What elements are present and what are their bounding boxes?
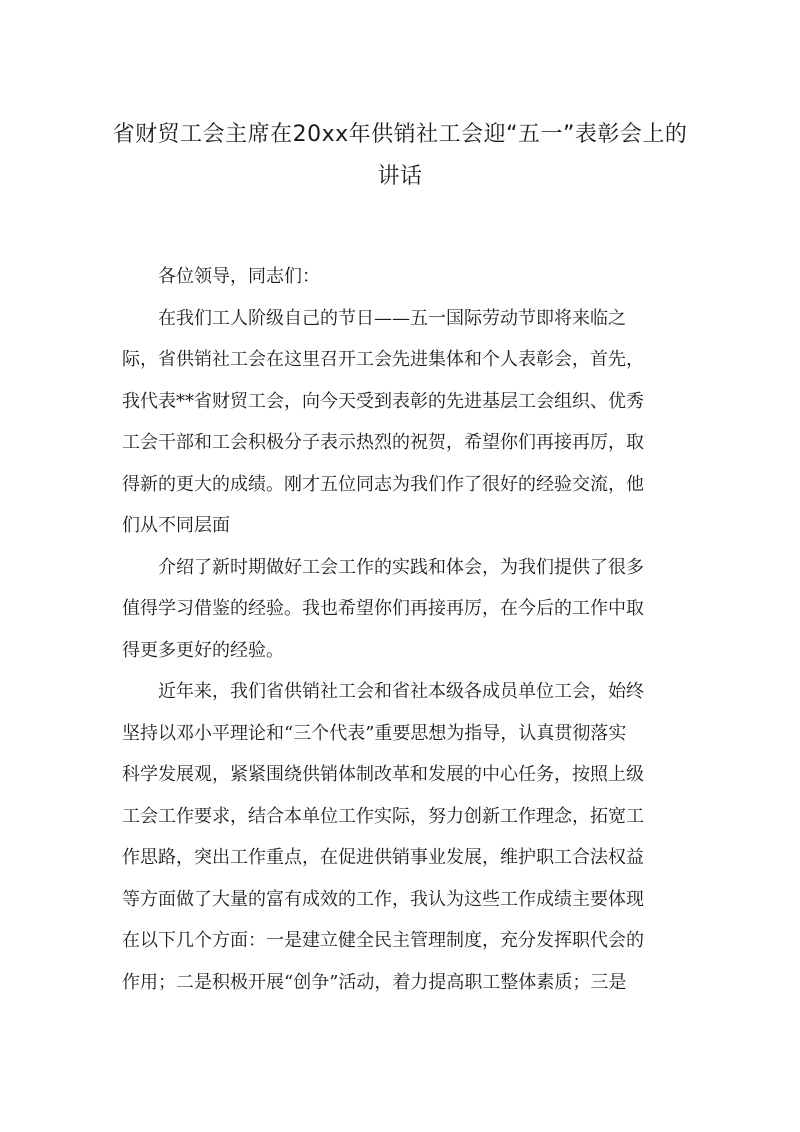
paragraph-line: 工会干部和工会积极分子表示热烈的祝贺，希望你们再接再厉，取 xyxy=(122,432,644,453)
title-line: 讲话 xyxy=(377,163,423,189)
paragraph-line: 值得学习借鉴的经验。我也希望你们再接再厉，在今后的工作中取 xyxy=(122,598,644,619)
paragraph-line: 等方面做了大量的富有成效的工作，我认为这些工作成绩主要体现 xyxy=(122,888,644,910)
paragraph-line: 际，省供销社工会在这里召开工会先进集体和个人表彰会，首先， xyxy=(122,349,644,370)
paragraph-line: 我代表**省财贸工会，向今天受到表彰的先进基层工会组织、优秀 xyxy=(122,390,644,412)
paragraph-2 xyxy=(122,547,682,672)
paragraph-line: 工会工作要求，结合本单位工作实际，努力创新工作理念，拓宽工 xyxy=(122,805,644,827)
paragraph-line: 介绍了新时期做好工会工作的实践和体会，为我们提供了很多 xyxy=(158,556,644,578)
title-line: 省财贸工会主席在20xx年供销社工会迎“五一”表彰会上的 xyxy=(112,122,688,147)
paragraph-line: 作思路，突出工作重点，在促进供销事业发展，维护职工合法权益 xyxy=(122,847,644,868)
paragraph-line: 得新的更大的成绩。刚才五位同志为我们作了很好的经验交流，他 xyxy=(122,473,644,495)
paragraph-line: 得更多更好的经验。 xyxy=(122,639,284,661)
paragraph-line: 作用；二是积极开展“创争”活动，着力提高职工整体素质；三是 xyxy=(122,971,627,993)
paragraph-line: 在以下几个方面：一是建立健全民主管理制度，充分发挥职代会的 xyxy=(122,930,644,951)
salutation: 各位领导，同志们： xyxy=(158,266,320,287)
paragraph-line: 近年来，我们省供销社工会和省社本级各成员单位工会，始终 xyxy=(158,681,644,702)
document-title xyxy=(100,112,700,195)
document-body xyxy=(122,256,682,1003)
paragraph-line: 坚持以邓小平理论和“三个代表”重要思想为指导，认真贯彻落实 xyxy=(122,722,627,744)
paragraph-line: 们从不同层面 xyxy=(122,515,230,536)
paragraph-1 xyxy=(122,298,682,547)
paragraph-line: 科学发展观，紧紧围绕供销体制改革和发展的中心任务，按照上级 xyxy=(122,764,644,785)
paragraph-line: 在我们工人阶级自己的节日——五一国际劳动节即将来临之 xyxy=(158,307,626,329)
paragraph-3 xyxy=(122,671,682,1003)
